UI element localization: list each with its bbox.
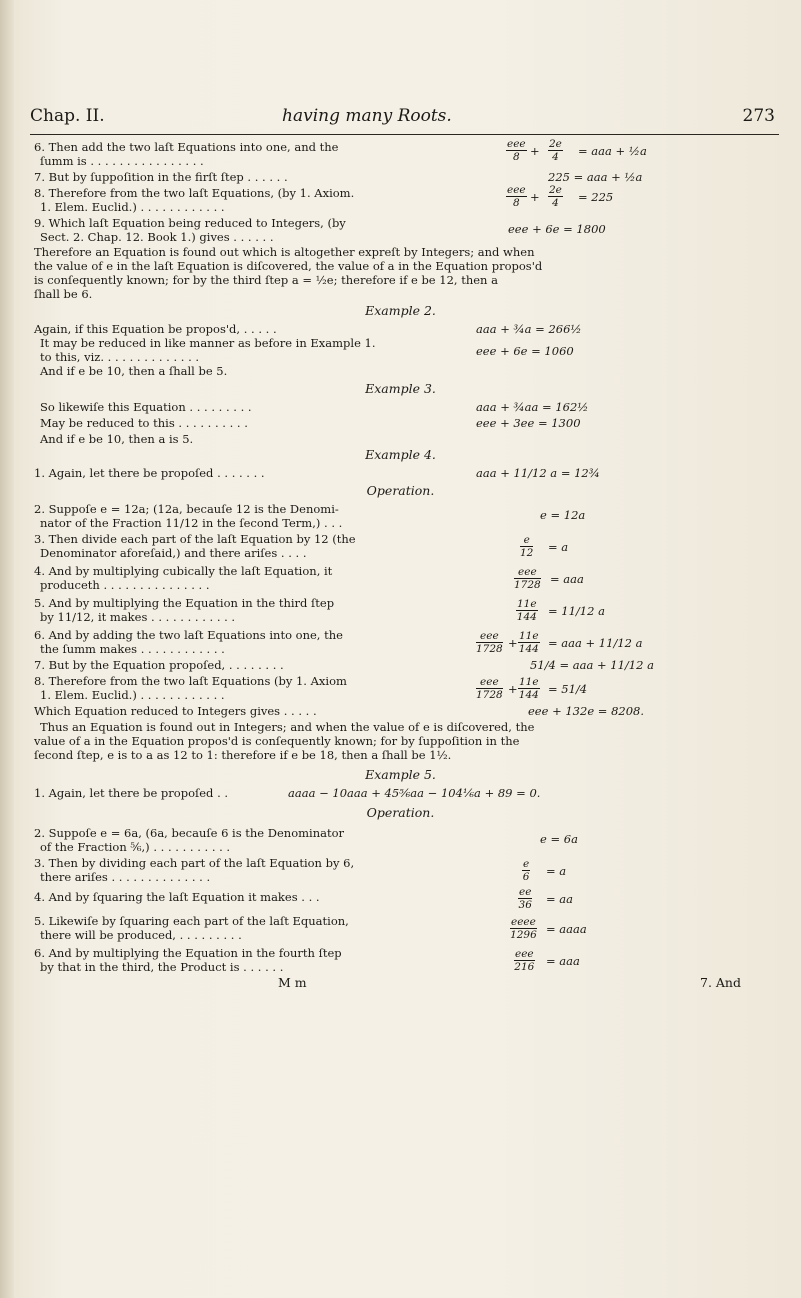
ex5-step-4-line: 4. And by ſquaring the laſt Equation it makes . . . [34, 890, 320, 904]
ex4-step-2-line-2: nator of the Fraction 11/12 in the ſecond Term,) . . . [40, 516, 343, 530]
example-2-line-4: And if e be 10, then a ſhall be 5. [40, 364, 228, 378]
plus-sign: + [508, 682, 518, 696]
ex4-step-9-line: Which Equation reduced to Integers gives . . . . . [34, 704, 317, 718]
ex5-step-6-line-2: by that in the third, the Product is . . . . . . [40, 960, 284, 974]
fraction-eee-1728-b: eee 1728 [476, 630, 503, 655]
example-4-line-1: 1. Again, let there be propoſed . . . . . . . [34, 466, 265, 480]
example-4-equation: aaa + 11/12 a = 12¾ [476, 466, 600, 480]
page-number: 273 [742, 106, 775, 126]
step-6-line-1: 6. Then add the two laſt Equations into one, and the [34, 140, 339, 154]
step-9-line-2: Sect. 2. Chap. 12. Book 1.) gives . . . . . . [40, 230, 274, 244]
ex5-equation-3-rhs: = a [546, 864, 567, 878]
step-8-line-2: 1. Elem. Euclid.) . . . . . . . . . . . . [40, 200, 225, 214]
step-8-line-1: 8. Therefore from the two laſt Equations, (by 1. Axiom. [34, 186, 355, 200]
ex5-step-2-line-2: of the Fraction ⅚,) . . . . . . . . . . . [40, 840, 231, 854]
fraction-eee-8-b: eee 8 [507, 184, 526, 209]
ex5-step-3-line-2: there ariſes . . . . . . . . . . . . . . [40, 870, 211, 884]
page-gutter [0, 0, 14, 1298]
fraction-eeee-1296: eeee 1296 [510, 916, 537, 941]
fraction-11e-144-b: $\frac{11e}{144}$ [518, 630, 539, 655]
equation-6-rhs: = aaa + ½a [578, 144, 647, 158]
plus-sign: + [508, 636, 518, 650]
example-5-heading: Example 5. [365, 767, 436, 782]
ex4-step-7-line: 7. But by the Equation propoſed, . . . . . . . . [34, 658, 284, 672]
example-2-line-1: Again, if this Equation be propos'd, . . . . . [34, 322, 277, 336]
ex4-step-2-line-1: 2. Suppoſe e = 12a; (12a, becauſe 12 is the Denomi- [34, 502, 339, 516]
signature-mark: M m [278, 975, 307, 990]
text-line: the value of e in the laſt Equation is diſcovered, the value of a in the Equation propos'd [34, 259, 543, 273]
example-5-equation: aaaa − 10aaa + 45⅚aa − 104⅙a + 89 = 0. [288, 786, 541, 800]
ex4-step-6-line-1: 6. And by adding the two laſt Equations into one, the [34, 628, 343, 642]
fraction-eee-8: eee 8 [507, 138, 526, 163]
ex4-step-5-line-1: 5. And by multiplying the Equation in the third ſtep [34, 596, 335, 610]
chapter-label: Chap. II. [30, 106, 105, 126]
plus-sign: + [530, 144, 540, 158]
ex4-step-3-line-2: Denominator aforeſaid,) and there ariſes . . . . [40, 546, 307, 560]
running-title: having many Roots. [282, 106, 452, 126]
example-2-line-2: It may be reduced in like manner as before in Example 1. [40, 336, 376, 350]
example-3-heading: Example 3. [365, 381, 436, 396]
equation-7: 225 = aaa + ½a [548, 170, 643, 184]
example-2-equation-1: aaa + ¾a = 266½ [476, 322, 582, 336]
ex4-equation-8-rhs: = 51/4 [548, 682, 588, 696]
ex5-step-5-line-2: there will be produced, . . . . . . . . . [40, 928, 242, 942]
ex5-step-3-line-1: 3. Then by dividing each part of the laſt Equation by 6, [34, 856, 355, 870]
ex5-step-6-line-1: 6. And by multiplying the Equation in the fourth ſtep [34, 946, 342, 960]
example-4-heading: Example 4. [365, 447, 436, 462]
fraction-eee-216: eee 216 [514, 948, 535, 973]
ex5-step-5-line-1: 5. Likewiſe by ſquaring each part of the laſt Equation, [34, 914, 349, 928]
step-6-line-2: ſumm is . . . . . . . . . . . . . . . . [40, 154, 204, 168]
text-line: value of a in the Equation propos'd is conſequently known; for by ſuppoſition in the [34, 734, 520, 748]
example-2-line-3: to this, viz. . . . . . . . . . . . . . [40, 350, 200, 364]
ex4-equation-5-rhs: = 11/12 a [548, 604, 605, 618]
example-2-heading: Example 2. [365, 303, 436, 318]
fraction-e-6: $\frac{e}{6}$ [522, 858, 530, 883]
example-3-line-2: May be reduced to this . . . . . . . . . . [40, 416, 248, 430]
fraction-ee-36: $\frac{ee}{36}$ [518, 886, 532, 911]
text-line: ſecond ſtep, e is to a as 12 to 1: therefore if e be 18, then a ſhall be 1½. [34, 748, 452, 762]
fraction-e-12: $\frac{e}{12}$ [520, 534, 534, 559]
fraction-eee-1728: eee 1728 [514, 566, 541, 591]
example-4-operation-heading: Operation. [366, 483, 435, 498]
ex5-step-2-line-1: 2. Suppoſe e = 6a, (6a, becauſe 6 is the Denominator [34, 826, 345, 840]
ex4-step-8-line-1: 8. Therefore from the two laſt Equations (by 1. Axiom [34, 674, 347, 688]
text-line: Therefore an Equation is found out which is altogether expreſt by Integers; and when [34, 245, 535, 259]
example-3-line-1: So likewiſe this Equation . . . . . . . . . [40, 400, 252, 414]
step-9-line-1: 9. Which laſt Equation being reduced to Integers, (by [34, 216, 346, 230]
catchword: 7. And [700, 975, 741, 990]
ex4-step-8-line-2: 1. Elem. Euclid.) . . . . . . . . . . . . [40, 688, 225, 702]
fraction-2e-4: $\frac{2e}{4}$ [549, 138, 562, 163]
fraction-11e-144: $\frac{11e}{144}$ [516, 598, 537, 623]
fraction-2e-4-b: $\frac{2e}{4}$ [549, 184, 562, 209]
example-3-line-3: And if e be 10, then a is 5. [40, 432, 194, 446]
text-line: Thus an Equation is found out in Integers; and when the value of e is diſcovered, the [40, 720, 535, 734]
ex5-equation-5-rhs: = aaaa [546, 922, 587, 936]
ex4-step-4-line-2: produceth . . . . . . . . . . . . . . . [40, 578, 210, 592]
ex4-step-4-line-1: 4. And by multiplying cubically the laſt Equation, it [34, 564, 333, 578]
ex5-equation-6-rhs: = aaa [546, 954, 580, 968]
ex4-equation-9: eee + 132e = 8208. [528, 704, 644, 718]
example-3-equation-2: eee + 3ee = 1300 [476, 416, 581, 430]
step-7-line: 7. But by ſuppoſition in the firſt ſtep . . . . . . [34, 170, 288, 184]
ex4-equation-2: e = 12a [540, 508, 586, 522]
running-header [30, 104, 779, 135]
ex4-equation-3-rhs: = a [548, 540, 569, 554]
equation-9: eee + 6e = 1800 [508, 222, 606, 236]
plus-sign: + [530, 190, 540, 204]
ex4-equation-7: 51/4 = aaa + 11/12 a [530, 658, 654, 672]
ex4-equation-4-rhs: = aaa [550, 572, 584, 586]
example-3-equation-1: aaa + ¾aa = 162½ [476, 400, 589, 414]
ex5-equation-2: e = 6a [540, 832, 578, 846]
text-line: ſhall be 6. [34, 287, 93, 301]
equation-8-rhs: = 225 [578, 190, 614, 204]
ex4-step-6-line-2: the ſumm makes . . . . . . . . . . . . [40, 642, 225, 656]
example-2-equation-2: eee + 6e = 1060 [476, 344, 574, 358]
ex4-step-5-line-2: by 11/12, it makes . . . . . . . . . . . . [40, 610, 236, 624]
text-line: is conſequently known; for by the third ſtep a = ½e; therefore if e be 12, then a [34, 273, 498, 287]
fraction-11e-144-c: $\frac{11e}{144}$ [518, 676, 539, 701]
ex5-equation-4-rhs: = aa [546, 892, 574, 906]
example-5-line-1: 1. Again, let there be propoſed . . [34, 786, 229, 800]
ex4-step-3-line-1: 3. Then divide each part of the laſt Equation by 12 (the [34, 532, 356, 546]
ex4-equation-6-rhs: = aaa + 11/12 a [548, 636, 643, 650]
fraction-eee-1728-c: eee 1728 [476, 676, 503, 701]
example-5-operation-heading: Operation. [366, 805, 435, 820]
